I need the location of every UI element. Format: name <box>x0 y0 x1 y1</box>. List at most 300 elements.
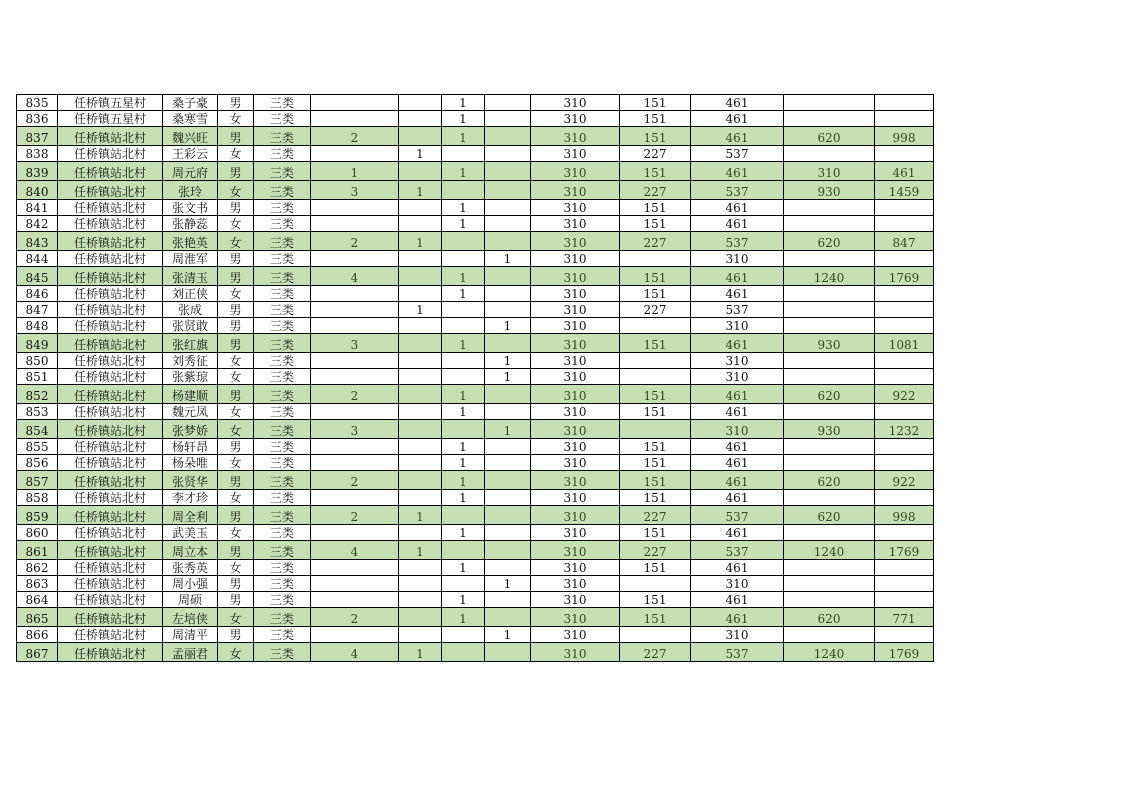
category-cell[interactable]: 三类 <box>254 439 311 455</box>
village-cell[interactable]: 任桥镇站北村 <box>58 471 163 490</box>
grand-total-cell[interactable]: 461 <box>875 162 934 181</box>
village-cell[interactable]: 任桥镇站北村 <box>58 251 163 267</box>
base-amount-cell[interactable]: 310 <box>531 181 620 200</box>
name-cell[interactable]: 张艳英 <box>163 232 218 251</box>
category-cell[interactable]: 三类 <box>254 216 311 232</box>
total-amount-cell[interactable]: 537 <box>691 506 784 525</box>
subsidy-amount-cell[interactable]: 930 <box>784 420 875 439</box>
total-amount-cell[interactable]: 461 <box>691 286 784 302</box>
total-amount-cell[interactable]: 461 <box>691 560 784 576</box>
grand-total-cell[interactable] <box>875 251 934 267</box>
category-cell[interactable]: 三类 <box>254 471 311 490</box>
extra-amount-cell[interactable]: 151 <box>620 455 691 471</box>
subsidy-amount-cell[interactable] <box>784 592 875 608</box>
count-col3-cell[interactable] <box>442 369 485 385</box>
count-col1-cell[interactable]: 2 <box>311 608 399 627</box>
extra-amount-cell[interactable]: 151 <box>620 608 691 627</box>
count-col1-cell[interactable] <box>311 318 399 334</box>
count-col4-cell[interactable] <box>485 162 531 181</box>
extra-amount-cell[interactable]: 151 <box>620 267 691 286</box>
extra-amount-cell[interactable]: 227 <box>620 232 691 251</box>
subsidy-amount-cell[interactable] <box>784 455 875 471</box>
village-cell[interactable]: 任桥镇站北村 <box>58 267 163 286</box>
grand-total-cell[interactable] <box>875 95 934 111</box>
name-cell[interactable]: 杨建顺 <box>163 385 218 404</box>
count-col3-cell[interactable] <box>442 627 485 643</box>
total-amount-cell[interactable]: 310 <box>691 369 784 385</box>
grand-total-cell[interactable]: 1081 <box>875 334 934 353</box>
count-col2-cell[interactable] <box>399 608 442 627</box>
village-cell[interactable]: 任桥镇站北村 <box>58 302 163 318</box>
subsidy-amount-cell[interactable]: 1240 <box>784 541 875 560</box>
grand-total-cell[interactable] <box>875 560 934 576</box>
count-col1-cell[interactable]: 1 <box>311 162 399 181</box>
grand-total-cell[interactable] <box>875 353 934 369</box>
row-number-cell[interactable]: 858 <box>17 490 58 506</box>
extra-amount-cell[interactable] <box>620 353 691 369</box>
category-cell[interactable]: 三类 <box>254 592 311 608</box>
count-col3-cell[interactable]: 1 <box>442 334 485 353</box>
category-cell[interactable]: 三类 <box>254 111 311 127</box>
name-cell[interactable]: 桑子豪 <box>163 95 218 111</box>
name-cell[interactable]: 王彩云 <box>163 146 218 162</box>
gender-cell[interactable]: 女 <box>218 286 254 302</box>
name-cell[interactable]: 周硕 <box>163 592 218 608</box>
count-col4-cell[interactable] <box>485 404 531 420</box>
count-col3-cell[interactable]: 1 <box>442 385 485 404</box>
village-cell[interactable]: 任桥镇站北村 <box>58 334 163 353</box>
name-cell[interactable]: 魏元凤 <box>163 404 218 420</box>
subsidy-amount-cell[interactable]: 930 <box>784 334 875 353</box>
extra-amount-cell[interactable]: 151 <box>620 404 691 420</box>
name-cell[interactable]: 杨轩昂 <box>163 439 218 455</box>
total-amount-cell[interactable]: 461 <box>691 334 784 353</box>
count-col2-cell[interactable] <box>399 404 442 420</box>
village-cell[interactable]: 任桥镇站北村 <box>58 286 163 302</box>
grand-total-cell[interactable] <box>875 525 934 541</box>
gender-cell[interactable]: 女 <box>218 525 254 541</box>
name-cell[interactable]: 张梦娇 <box>163 420 218 439</box>
row-number-cell[interactable]: 842 <box>17 216 58 232</box>
count-col2-cell[interactable]: 1 <box>399 146 442 162</box>
base-amount-cell[interactable]: 310 <box>531 162 620 181</box>
count-col1-cell[interactable]: 2 <box>311 127 399 146</box>
category-cell[interactable]: 三类 <box>254 643 311 662</box>
total-amount-cell[interactable]: 461 <box>691 127 784 146</box>
gender-cell[interactable]: 男 <box>218 127 254 146</box>
count-col3-cell[interactable] <box>442 181 485 200</box>
count-col1-cell[interactable]: 4 <box>311 541 399 560</box>
category-cell[interactable]: 三类 <box>254 420 311 439</box>
count-col2-cell[interactable] <box>399 267 442 286</box>
count-col2-cell[interactable] <box>399 286 442 302</box>
row-number-cell[interactable]: 863 <box>17 576 58 592</box>
row-number-cell[interactable]: 867 <box>17 643 58 662</box>
count-col3-cell[interactable]: 1 <box>442 267 485 286</box>
gender-cell[interactable]: 男 <box>218 576 254 592</box>
count-col2-cell[interactable] <box>399 353 442 369</box>
village-cell[interactable]: 任桥镇站北村 <box>58 592 163 608</box>
grand-total-cell[interactable] <box>875 111 934 127</box>
count-col4-cell[interactable] <box>485 181 531 200</box>
gender-cell[interactable]: 男 <box>218 162 254 181</box>
count-col3-cell[interactable]: 1 <box>442 560 485 576</box>
count-col2-cell[interactable] <box>399 200 442 216</box>
gender-cell[interactable]: 女 <box>218 643 254 662</box>
count-col3-cell[interactable]: 1 <box>442 439 485 455</box>
count-col2-cell[interactable] <box>399 627 442 643</box>
grand-total-cell[interactable]: 998 <box>875 127 934 146</box>
count-col1-cell[interactable]: 3 <box>311 334 399 353</box>
village-cell[interactable]: 任桥镇站北村 <box>58 608 163 627</box>
subsidy-amount-cell[interactable] <box>784 525 875 541</box>
extra-amount-cell[interactable] <box>620 576 691 592</box>
village-cell[interactable]: 任桥镇站北村 <box>58 643 163 662</box>
name-cell[interactable]: 张红旗 <box>163 334 218 353</box>
village-cell[interactable]: 任桥镇站北村 <box>58 404 163 420</box>
village-cell[interactable]: 任桥镇站北村 <box>58 232 163 251</box>
grand-total-cell[interactable] <box>875 490 934 506</box>
extra-amount-cell[interactable]: 227 <box>620 181 691 200</box>
base-amount-cell[interactable]: 310 <box>531 251 620 267</box>
category-cell[interactable]: 三类 <box>254 404 311 420</box>
extra-amount-cell[interactable] <box>620 318 691 334</box>
count-col2-cell[interactable] <box>399 334 442 353</box>
extra-amount-cell[interactable]: 151 <box>620 286 691 302</box>
count-col2-cell[interactable] <box>399 251 442 267</box>
village-cell[interactable]: 任桥镇站北村 <box>58 318 163 334</box>
total-amount-cell[interactable]: 310 <box>691 318 784 334</box>
extra-amount-cell[interactable]: 151 <box>620 216 691 232</box>
count-col4-cell[interactable] <box>485 490 531 506</box>
total-amount-cell[interactable]: 537 <box>691 643 784 662</box>
name-cell[interactable]: 孟丽君 <box>163 643 218 662</box>
base-amount-cell[interactable]: 310 <box>531 471 620 490</box>
category-cell[interactable]: 三类 <box>254 95 311 111</box>
extra-amount-cell[interactable]: 151 <box>620 592 691 608</box>
grand-total-cell[interactable] <box>875 146 934 162</box>
gender-cell[interactable]: 女 <box>218 420 254 439</box>
row-number-cell[interactable]: 844 <box>17 251 58 267</box>
category-cell[interactable]: 三类 <box>254 232 311 251</box>
extra-amount-cell[interactable]: 227 <box>620 643 691 662</box>
base-amount-cell[interactable]: 310 <box>531 353 620 369</box>
grand-total-cell[interactable] <box>875 318 934 334</box>
grand-total-cell[interactable] <box>875 455 934 471</box>
base-amount-cell[interactable]: 310 <box>531 200 620 216</box>
name-cell[interactable]: 周小强 <box>163 576 218 592</box>
count-col1-cell[interactable] <box>311 353 399 369</box>
extra-amount-cell[interactable]: 151 <box>620 111 691 127</box>
grand-total-cell[interactable]: 1769 <box>875 267 934 286</box>
row-number-cell[interactable]: 853 <box>17 404 58 420</box>
name-cell[interactable]: 张文书 <box>163 200 218 216</box>
village-cell[interactable]: 任桥镇站北村 <box>58 525 163 541</box>
count-col1-cell[interactable] <box>311 286 399 302</box>
village-cell[interactable]: 任桥镇站北村 <box>58 541 163 560</box>
category-cell[interactable]: 三类 <box>254 385 311 404</box>
subsidy-amount-cell[interactable] <box>784 302 875 318</box>
base-amount-cell[interactable]: 310 <box>531 127 620 146</box>
count-col1-cell[interactable] <box>311 200 399 216</box>
row-number-cell[interactable]: 839 <box>17 162 58 181</box>
count-col4-cell[interactable] <box>485 200 531 216</box>
extra-amount-cell[interactable]: 227 <box>620 302 691 318</box>
count-col3-cell[interactable] <box>442 506 485 525</box>
row-number-cell[interactable]: 836 <box>17 111 58 127</box>
subsidy-amount-cell[interactable] <box>784 404 875 420</box>
grand-total-cell[interactable] <box>875 286 934 302</box>
gender-cell[interactable]: 男 <box>218 334 254 353</box>
total-amount-cell[interactable]: 461 <box>691 385 784 404</box>
count-col3-cell[interactable]: 1 <box>442 286 485 302</box>
count-col4-cell[interactable] <box>485 267 531 286</box>
count-col4-cell[interactable] <box>485 385 531 404</box>
category-cell[interactable]: 三类 <box>254 162 311 181</box>
category-cell[interactable]: 三类 <box>254 576 311 592</box>
gender-cell[interactable]: 男 <box>218 592 254 608</box>
category-cell[interactable]: 三类 <box>254 146 311 162</box>
total-amount-cell[interactable]: 310 <box>691 420 784 439</box>
count-col2-cell[interactable] <box>399 369 442 385</box>
category-cell[interactable]: 三类 <box>254 627 311 643</box>
extra-amount-cell[interactable]: 151 <box>620 439 691 455</box>
count-col3-cell[interactable] <box>442 643 485 662</box>
base-amount-cell[interactable]: 310 <box>531 627 620 643</box>
subsidy-amount-cell[interactable]: 1240 <box>784 643 875 662</box>
row-number-cell[interactable]: 852 <box>17 385 58 404</box>
count-col4-cell[interactable] <box>485 334 531 353</box>
total-amount-cell[interactable]: 461 <box>691 404 784 420</box>
count-col4-cell[interactable] <box>485 95 531 111</box>
count-col3-cell[interactable] <box>442 232 485 251</box>
count-col4-cell[interactable] <box>485 302 531 318</box>
count-col3-cell[interactable]: 1 <box>442 127 485 146</box>
extra-amount-cell[interactable] <box>620 251 691 267</box>
base-amount-cell[interactable]: 310 <box>531 439 620 455</box>
extra-amount-cell[interactable]: 151 <box>620 490 691 506</box>
count-col2-cell[interactable] <box>399 95 442 111</box>
count-col1-cell[interactable]: 4 <box>311 267 399 286</box>
gender-cell[interactable]: 男 <box>218 385 254 404</box>
count-col4-cell[interactable]: 1 <box>485 353 531 369</box>
village-cell[interactable]: 任桥镇站北村 <box>58 216 163 232</box>
row-number-cell[interactable]: 857 <box>17 471 58 490</box>
village-cell[interactable]: 任桥镇站北村 <box>58 560 163 576</box>
total-amount-cell[interactable]: 310 <box>691 627 784 643</box>
category-cell[interactable]: 三类 <box>254 267 311 286</box>
village-cell[interactable]: 任桥镇站北村 <box>58 162 163 181</box>
gender-cell[interactable]: 女 <box>218 146 254 162</box>
gender-cell[interactable]: 女 <box>218 455 254 471</box>
row-number-cell[interactable]: 865 <box>17 608 58 627</box>
count-col1-cell[interactable]: 4 <box>311 643 399 662</box>
gender-cell[interactable]: 男 <box>218 541 254 560</box>
count-col4-cell[interactable] <box>485 146 531 162</box>
count-col1-cell[interactable] <box>311 560 399 576</box>
count-col2-cell[interactable] <box>399 455 442 471</box>
subsidy-amount-cell[interactable]: 620 <box>784 127 875 146</box>
count-col1-cell[interactable]: 2 <box>311 232 399 251</box>
subsidy-amount-cell[interactable]: 310 <box>784 162 875 181</box>
base-amount-cell[interactable]: 310 <box>531 490 620 506</box>
name-cell[interactable]: 张贤敢 <box>163 318 218 334</box>
grand-total-cell[interactable] <box>875 369 934 385</box>
count-col4-cell[interactable] <box>485 216 531 232</box>
total-amount-cell[interactable]: 461 <box>691 455 784 471</box>
count-col4-cell[interactable]: 1 <box>485 251 531 267</box>
category-cell[interactable]: 三类 <box>254 302 311 318</box>
gender-cell[interactable]: 女 <box>218 404 254 420</box>
subsidy-amount-cell[interactable]: 930 <box>784 181 875 200</box>
row-number-cell[interactable]: 855 <box>17 439 58 455</box>
total-amount-cell[interactable]: 461 <box>691 471 784 490</box>
count-col1-cell[interactable] <box>311 216 399 232</box>
category-cell[interactable]: 三类 <box>254 560 311 576</box>
category-cell[interactable]: 三类 <box>254 286 311 302</box>
row-number-cell[interactable]: 845 <box>17 267 58 286</box>
count-col2-cell[interactable] <box>399 439 442 455</box>
count-col2-cell[interactable] <box>399 318 442 334</box>
name-cell[interactable]: 刘秀征 <box>163 353 218 369</box>
subsidy-amount-cell[interactable]: 620 <box>784 506 875 525</box>
gender-cell[interactable]: 男 <box>218 251 254 267</box>
count-col3-cell[interactable]: 1 <box>442 608 485 627</box>
village-cell[interactable]: 任桥镇站北村 <box>58 439 163 455</box>
count-col3-cell[interactable]: 1 <box>442 471 485 490</box>
subsidy-amount-cell[interactable] <box>784 95 875 111</box>
count-col4-cell[interactable] <box>485 608 531 627</box>
base-amount-cell[interactable]: 310 <box>531 420 620 439</box>
name-cell[interactable]: 张秀英 <box>163 560 218 576</box>
extra-amount-cell[interactable]: 151 <box>620 525 691 541</box>
category-cell[interactable]: 三类 <box>254 200 311 216</box>
count-col1-cell[interactable] <box>311 302 399 318</box>
name-cell[interactable]: 张静蕊 <box>163 216 218 232</box>
count-col3-cell[interactable] <box>442 420 485 439</box>
category-cell[interactable]: 三类 <box>254 541 311 560</box>
total-amount-cell[interactable]: 310 <box>691 251 784 267</box>
gender-cell[interactable]: 女 <box>218 608 254 627</box>
count-col3-cell[interactable] <box>442 318 485 334</box>
row-number-cell[interactable]: 843 <box>17 232 58 251</box>
count-col1-cell[interactable] <box>311 592 399 608</box>
count-col1-cell[interactable] <box>311 455 399 471</box>
count-col4-cell[interactable] <box>485 286 531 302</box>
base-amount-cell[interactable]: 310 <box>531 643 620 662</box>
count-col2-cell[interactable] <box>399 216 442 232</box>
extra-amount-cell[interactable]: 151 <box>620 200 691 216</box>
category-cell[interactable]: 三类 <box>254 353 311 369</box>
total-amount-cell[interactable]: 461 <box>691 439 784 455</box>
count-col4-cell[interactable]: 1 <box>485 369 531 385</box>
gender-cell[interactable]: 女 <box>218 181 254 200</box>
grand-total-cell[interactable] <box>875 216 934 232</box>
category-cell[interactable]: 三类 <box>254 251 311 267</box>
row-number-cell[interactable]: 849 <box>17 334 58 353</box>
count-col3-cell[interactable]: 1 <box>442 216 485 232</box>
count-col4-cell[interactable] <box>485 643 531 662</box>
row-number-cell[interactable]: 864 <box>17 592 58 608</box>
gender-cell[interactable]: 女 <box>218 560 254 576</box>
subsidy-amount-cell[interactable] <box>784 251 875 267</box>
total-amount-cell[interactable]: 461 <box>691 490 784 506</box>
name-cell[interactable]: 张成 <box>163 302 218 318</box>
village-cell[interactable]: 任桥镇站北村 <box>58 369 163 385</box>
extra-amount-cell[interactable]: 151 <box>620 560 691 576</box>
count-col3-cell[interactable]: 1 <box>442 525 485 541</box>
count-col3-cell[interactable] <box>442 251 485 267</box>
total-amount-cell[interactable]: 310 <box>691 353 784 369</box>
base-amount-cell[interactable]: 310 <box>531 369 620 385</box>
count-col2-cell[interactable] <box>399 162 442 181</box>
count-col1-cell[interactable]: 2 <box>311 385 399 404</box>
count-col1-cell[interactable]: 3 <box>311 181 399 200</box>
extra-amount-cell[interactable]: 151 <box>620 471 691 490</box>
category-cell[interactable]: 三类 <box>254 455 311 471</box>
count-col2-cell[interactable]: 1 <box>399 232 442 251</box>
count-col2-cell[interactable] <box>399 111 442 127</box>
gender-cell[interactable]: 男 <box>218 439 254 455</box>
category-cell[interactable]: 三类 <box>254 181 311 200</box>
count-col2-cell[interactable]: 1 <box>399 541 442 560</box>
row-number-cell[interactable]: 835 <box>17 95 58 111</box>
village-cell[interactable]: 任桥镇站北村 <box>58 490 163 506</box>
base-amount-cell[interactable]: 310 <box>531 216 620 232</box>
gender-cell[interactable]: 男 <box>218 95 254 111</box>
total-amount-cell[interactable]: 537 <box>691 232 784 251</box>
village-cell[interactable]: 任桥镇站北村 <box>58 181 163 200</box>
extra-amount-cell[interactable]: 227 <box>620 146 691 162</box>
count-col2-cell[interactable] <box>399 127 442 146</box>
grand-total-cell[interactable] <box>875 592 934 608</box>
village-cell[interactable]: 任桥镇站北村 <box>58 455 163 471</box>
gender-cell[interactable]: 男 <box>218 318 254 334</box>
name-cell[interactable]: 杨朵唯 <box>163 455 218 471</box>
count-col2-cell[interactable]: 1 <box>399 302 442 318</box>
total-amount-cell[interactable]: 461 <box>691 200 784 216</box>
name-cell[interactable]: 桑寒雪 <box>163 111 218 127</box>
grand-total-cell[interactable]: 847 <box>875 232 934 251</box>
subsidy-amount-cell[interactable] <box>784 200 875 216</box>
count-col2-cell[interactable]: 1 <box>399 506 442 525</box>
count-col1-cell[interactable] <box>311 490 399 506</box>
base-amount-cell[interactable]: 310 <box>531 111 620 127</box>
total-amount-cell[interactable]: 461 <box>691 111 784 127</box>
village-cell[interactable]: 任桥镇站北村 <box>58 506 163 525</box>
village-cell[interactable]: 任桥镇站北村 <box>58 200 163 216</box>
name-cell[interactable]: 周全利 <box>163 506 218 525</box>
grand-total-cell[interactable]: 1769 <box>875 541 934 560</box>
row-number-cell[interactable]: 840 <box>17 181 58 200</box>
count-col1-cell[interactable] <box>311 146 399 162</box>
count-col1-cell[interactable]: 2 <box>311 471 399 490</box>
extra-amount-cell[interactable]: 151 <box>620 334 691 353</box>
base-amount-cell[interactable]: 310 <box>531 267 620 286</box>
extra-amount-cell[interactable]: 151 <box>620 127 691 146</box>
count-col2-cell[interactable] <box>399 560 442 576</box>
count-col1-cell[interactable] <box>311 251 399 267</box>
count-col3-cell[interactable] <box>442 541 485 560</box>
grand-total-cell[interactable] <box>875 627 934 643</box>
gender-cell[interactable]: 男 <box>218 302 254 318</box>
count-col4-cell[interactable]: 1 <box>485 576 531 592</box>
total-amount-cell[interactable]: 537 <box>691 181 784 200</box>
base-amount-cell[interactable]: 310 <box>531 560 620 576</box>
count-col2-cell[interactable] <box>399 592 442 608</box>
count-col3-cell[interactable] <box>442 146 485 162</box>
count-col3-cell[interactable]: 1 <box>442 490 485 506</box>
